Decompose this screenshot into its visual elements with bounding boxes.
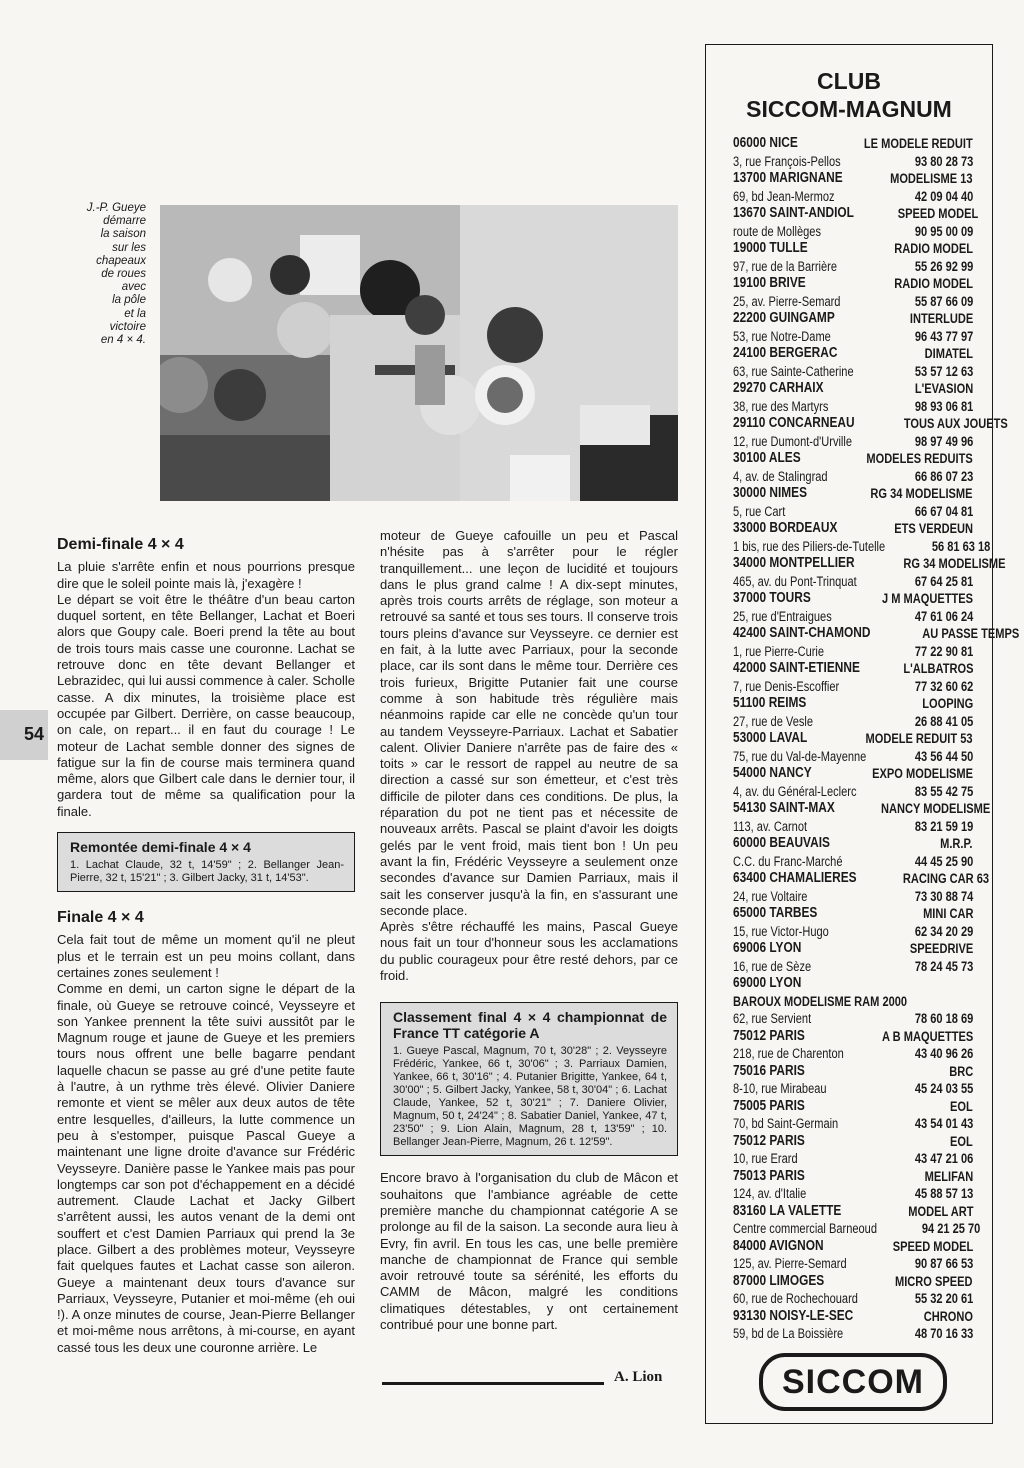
dealer-shop: MODELISME 13 — [890, 171, 973, 186]
dealer-address-row — [733, 188, 973, 206]
dealer-phone: 43 40 96 26 — [914, 1046, 973, 1061]
dealer-city-row — [733, 310, 973, 328]
dealer-address: BAROUX MODELISME RAM 2000 — [733, 993, 908, 1009]
dealer-address: 97, rue de la Barrière — [733, 258, 837, 274]
dealer-address-row — [733, 678, 973, 696]
dealer-city: 19100 BRIVE — [733, 275, 806, 291]
dealer-city-row — [733, 975, 973, 993]
dealer-phone: 83 55 42 75 — [914, 783, 973, 799]
dealer-city-row — [733, 660, 973, 678]
dealer-shop: L'EVASION — [914, 381, 973, 396]
section-heading-semifinal: Demi-finale 4 × 4 — [57, 536, 184, 553]
dealer-city-row — [733, 1273, 973, 1291]
dealer-address: 124, av. d'Italie — [733, 1186, 807, 1201]
dealer-address-row — [733, 503, 973, 521]
dealer-phone: 90 95 00 09 — [914, 223, 973, 239]
dealer-phone: 53 57 12 63 — [914, 363, 973, 379]
dealer-address-row — [733, 643, 973, 661]
dealer-city-row — [733, 1098, 973, 1116]
dealer-shop: MODELE REDUIT 53 — [865, 731, 973, 746]
dealer-city: 84000 AVIGNON — [733, 1237, 824, 1254]
dealer-address: Centre commercial Barneoud — [733, 1221, 877, 1236]
dealer-address: 70, bd Saint-Germain — [733, 1116, 839, 1131]
dealer-phone: 98 97 49 96 — [914, 433, 973, 449]
photo-caption: J.-P. Gueye démarre la saison sur les chapeaux de roues avec la pôle et la victoire en 4 × 4. — [86, 202, 146, 347]
dealer-shop: RG 34 MODELISME — [903, 556, 1006, 571]
club-title-line-1: CLUB — [817, 68, 881, 94]
page-number: 54 — [24, 724, 45, 744]
dealer-city-row — [733, 870, 989, 888]
dealer-city-row — [733, 1238, 973, 1256]
dealer-city: 51100 REIMS — [733, 695, 807, 711]
dealer-phone: 42 09 04 40 — [914, 188, 973, 204]
dealer-city-row — [733, 1063, 973, 1081]
dealer-city: 75005 PARIS — [733, 1097, 805, 1114]
dealer-address: 465, av. du Pont-Trinquat — [733, 573, 857, 589]
dealer-address-row — [733, 958, 973, 976]
dealer-address: 12, rue Dumont-d'Urville — [733, 433, 853, 449]
dealer-address-row — [733, 888, 973, 906]
dealer-phone: 43 56 44 50 — [914, 748, 973, 764]
dealer-city: 13670 SAINT-ANDIOL — [733, 205, 854, 221]
dealer-address: 4, av. de Stalingrad — [733, 468, 828, 484]
dealer-city-row — [733, 485, 973, 503]
dealer-address-row — [733, 468, 973, 486]
dealer-city-row — [733, 1203, 973, 1221]
dealer-city-row — [733, 135, 973, 153]
dealer-phone: 44 45 25 90 — [914, 853, 973, 869]
siccom-logo: SICCOM — [759, 1353, 947, 1411]
dealer-shop: SPEED MODEL — [892, 1238, 973, 1254]
article-column-1 — [57, 537, 355, 1356]
dealer-city: 69000 LYON — [733, 975, 802, 991]
race-photo — [160, 205, 678, 501]
dealer-phone: 45 88 57 13 — [914, 1186, 973, 1201]
dealer-city: 63400 CHAMALIERES — [733, 870, 857, 886]
club-title — [706, 67, 992, 123]
dealer-address-row — [733, 258, 973, 276]
dealer-city-row — [733, 1168, 973, 1186]
dealer-city-row — [733, 905, 973, 923]
dealer-address-row — [733, 573, 973, 591]
dealer-address-row — [733, 1220, 980, 1238]
dealer-address: 63, rue Sainte-Catherine — [733, 363, 854, 379]
dealer-city: 83160 LA VALETTE — [733, 1202, 842, 1219]
dealer-address-row — [733, 433, 973, 451]
dealer-city-row — [733, 765, 973, 783]
dealer-address-row — [733, 608, 973, 626]
dealer-city-row — [733, 380, 973, 398]
article-column-2 — [380, 528, 678, 1333]
paragraph: Cela fait tout de même un moment qu'il ne pleut plus et le terrain est un peu moins collant, dans certaines zones seulement ! — [57, 932, 355, 980]
dealer-shop: MODEL ART — [907, 1203, 973, 1219]
dealer-city: 33000 BORDEAUX — [733, 520, 838, 536]
dealer-address-row — [733, 328, 973, 346]
dealer-city-row — [733, 800, 991, 818]
dealer-address: route de Mollèges — [733, 223, 822, 239]
dealer-city: 06000 NICE — [733, 135, 798, 151]
dealer-address: 53, rue Notre-Dame — [733, 328, 831, 344]
dealer-city: 93130 NOISY-LE-SEC — [733, 1307, 854, 1324]
results-box-text: 1. Lachat Claude, 32 t, 14'59" ; 2. Bellanger Jean-Pierre, 32 t, 15'21" ; 3. Gilbert Jacky, 31 t, 14'53". — [70, 859, 344, 885]
dealer-shop: M.R.P. — [940, 836, 973, 851]
paragraph: La pluie s'arrête enfin et nous pourrions presque dire que le soleil pointe mais là, j'exagère ! — [57, 559, 355, 591]
dealer-address: C.C. du Franc-Marché — [733, 853, 843, 869]
dealer-city: 54130 SAINT-MAX — [733, 800, 835, 816]
dealer-address: 38, rue des Martyrs — [733, 398, 829, 414]
dealer-phone: 55 32 20 61 — [914, 1291, 973, 1306]
dealer-city: 75012 PARIS — [733, 1027, 805, 1044]
section-heading-final: Finale 4 × 4 — [57, 909, 144, 927]
dealer-address: 62, rue Servient — [733, 1011, 812, 1026]
dealer-shop: TOUS AUX JOUETS — [904, 416, 1009, 431]
dealer-city: 65000 TARBES — [733, 905, 818, 921]
dealer-address-row — [733, 223, 973, 241]
dealer-phone: 83 21 59 19 — [914, 818, 973, 834]
dealer-address-row — [733, 1150, 973, 1168]
dealer-address: 113, av. Carnot — [733, 818, 808, 834]
dealer-shop: EXPO MODELISME — [872, 766, 973, 781]
dealer-address: 25, av. Pierre-Semard — [733, 293, 841, 309]
dealer-city-row — [733, 1133, 973, 1151]
dealer-city: 69006 LYON — [733, 940, 802, 956]
dealer-address: 1 bis, rue des Piliers-de-Tutelle — [733, 538, 886, 554]
dealer-phone: 98 93 06 81 — [914, 398, 973, 414]
dealer-phone: 77 22 90 81 — [914, 643, 973, 659]
dealer-city-row — [733, 240, 973, 258]
dealer-phone: 78 60 18 69 — [914, 1011, 973, 1026]
dealer-address: 27, rue de Vesle — [733, 713, 814, 729]
dealer-address-row — [733, 1255, 973, 1273]
author-signature: A. Lion — [614, 1369, 663, 1385]
dealer-phone: 90 87 66 53 — [914, 1256, 973, 1271]
dealer-city: 30000 NIMES — [733, 485, 808, 501]
dealer-address: 60, rue de Rochechouard — [733, 1291, 858, 1306]
dealer-address-row — [733, 1290, 973, 1308]
club-dealer-list — [705, 44, 1019, 1424]
dealer-shop: RACING CAR 63 — [902, 871, 989, 886]
dealer-address: 24, rue Voltaire — [733, 888, 808, 904]
dealer-city-row — [733, 695, 973, 713]
dealer-address-row — [733, 1080, 973, 1098]
paragraph: Comme en demi, un carton signe le départ de la finale, où Gueye se retrouve coincé, Veysseyre et son Yankee prennent la tête suivi aussitôt par le Magnum rouge et jaune de Gueye et les premiers tours nous offrent une belle bagarre pendant laquelle chacun se passe au gré d'une petite faute à l'autre, à un rythme très élevé. Olivier Daniere remonte et vient se mêler aux deux autos de tête entre lesquelles, d'ailleurs, la lutte commence un peu à s'estomper, puisque Pascal Gueye a maintenant une ligne droite d'avance sur Frédéric Veysseyre. Danière passe le Yankee mais pas pour longtemps car son pot d'échappement en a décidé autrement. Claude Lachat et Jacky Gilbert s'arrêtent aussi, les autos venant de la demi ont souffert et c'est Damien Parriaux qui prend la 3e place. Gilbert a des problèmes moteur, Veysseyre fait quelques fautes et Lachat casse son aileron. Gueye a maintenant deux tours d'avance sur Parriaux, Veysseyre, Putanier et moi-même (eh oui !). A onze minutes de course, Jean-Pierre Bellanger et moi-même nous arrêtons, à mi-course, en ayant cassé tous les deux une couronne arrière. Le — [57, 981, 355, 1355]
dealer-city: 54000 NANCY — [733, 765, 812, 781]
dealer-address-row — [733, 1185, 973, 1203]
dealer-address-row — [733, 783, 973, 801]
club-title-line-2: SICCOM-MAGNUM — [746, 96, 952, 122]
dealer-shop: L'ALBATROS — [903, 661, 974, 676]
dealer-city-row — [733, 1028, 973, 1046]
dealer-address-row — [733, 993, 973, 1011]
dealer-address: 218, rue de Charenton — [733, 1046, 844, 1061]
dealer-phone: 93 80 28 73 — [914, 153, 973, 169]
dealer-address-row — [733, 398, 973, 416]
dealer-city: 53000 LAVAL — [733, 730, 808, 746]
dealers-list — [733, 135, 1019, 1343]
dealer-shop: DIMATEL — [924, 346, 973, 361]
dealer-shop: AU PASSE TEMPS — [921, 626, 1019, 641]
dealer-shop: EOL — [950, 1098, 973, 1114]
dealer-phone: 45 24 03 55 — [914, 1081, 973, 1096]
dealer-city: 24100 BERGERAC — [733, 345, 838, 361]
signature-rule — [382, 1382, 604, 1385]
dealer-city: 19000 TULLE — [733, 240, 808, 256]
dealer-city: 22200 GUINGAMP — [733, 310, 835, 326]
dealer-phone: 96 43 77 97 — [914, 328, 973, 344]
dealer-city-row — [733, 730, 973, 748]
dealer-shop: SPEED MODEL — [898, 206, 979, 221]
dealer-phone: 66 67 04 81 — [914, 503, 973, 519]
dealer-city-row — [733, 555, 1006, 573]
dealer-address-row — [733, 538, 990, 556]
dealer-shop: EOL — [950, 1133, 973, 1149]
dealer-city-row — [733, 275, 973, 293]
dealer-phone: 43 54 01 43 — [914, 1116, 973, 1131]
paragraph: moteur de Gueye cafouille un peu et Pascal n'hésite pas à s'arrêter pour le régler tranquillement... une leçon de lucidité et toujours dans le plus grand calme ! A dix-sept minutes, après trois courts arrêts de réglage, son moteur a retrouvé sa santé et tous ses tours. Il conserve trois tours pleins d'avance sur Veysseyre. ce dernier est en fait, à la lutte avec Parriaux, pour la seconde place, car ils sont dans le même tour. Derrière ces trois furieux, Brigitte Putanier fait une course comme à son habitude très régulière mais néanmoins rapide car elle ne concède qu'un tour au tandem Veysseyre-Parriaux. Lachat et Sabatier calent. Olivier Daniere n'arrête pas de faire des « toits » car le ressort de rappel au neutre de sa direction a cassé sur son émetteur, et c'est très difficile de piloter dans ces conditions. De plus, la réparation du pot ne tient pas et nécessite de nouveaux arrêts. Pascal se plaint d'avoir les doigts gelés par le vent froid, mais tient bon ! Un peu avant la fin, Frédéric Veysseyre a seulement onze secondes d'avance sur Damien Parriaux, mais il sait les conserver jusqu'à la fin, en s'assurant une seconde place. — [380, 528, 678, 918]
dealer-city: 87000 LIMOGES — [733, 1272, 825, 1289]
dealer-address-row — [733, 1010, 973, 1028]
dealer-phone: 66 86 07 23 — [914, 468, 973, 484]
dealer-address: 59, bd de La Boissière — [733, 1326, 844, 1341]
dealer-address-row — [733, 363, 973, 381]
dealer-city-row — [733, 415, 1009, 433]
dealer-shop: MICRO SPEED — [895, 1273, 973, 1289]
dealer-city: 30100 ALES — [733, 450, 801, 466]
dealer-city: 75016 PARIS — [733, 1062, 805, 1079]
dealer-address: 5, rue Cart — [733, 503, 786, 519]
dealer-address-row — [733, 923, 973, 941]
dealer-address: 125, av. Pierre-Semard — [733, 1256, 847, 1271]
dealer-city: 29110 CONCARNEAU — [733, 415, 855, 431]
dealer-phone: 62 34 20 29 — [914, 923, 973, 939]
dealer-address-row — [733, 293, 973, 311]
dealer-address: 7, rue Denis-Escoffier — [733, 678, 840, 694]
dealer-city-row — [733, 345, 973, 363]
dealer-address-row — [733, 1325, 973, 1343]
dealer-city-row — [733, 835, 973, 853]
dealer-city: 13700 MARIGNANE — [733, 170, 843, 186]
dealer-city: 75013 PARIS — [733, 1167, 805, 1184]
dealer-shop: RG 34 MODELISME — [870, 486, 973, 501]
dealer-shop: LOOPING — [921, 696, 973, 711]
dealer-shop: MELIFAN — [924, 1168, 973, 1184]
dealer-city-row — [733, 590, 973, 608]
dealer-address: 25, rue d'Entraigues — [733, 608, 832, 624]
dealer-city-row — [733, 450, 973, 468]
dealer-address: 1, rue Pierre-Curie — [733, 643, 825, 659]
dealer-phone: 56 81 63 18 — [931, 538, 990, 554]
dealer-phone: 67 64 25 81 — [914, 573, 973, 589]
dealer-address-row — [733, 153, 973, 171]
dealer-address: 16, rue de Sèze — [733, 958, 812, 974]
dealer-phone: 26 88 41 05 — [914, 713, 973, 729]
dealer-shop: SPEEDRIVE — [909, 941, 973, 956]
dealer-city-row — [733, 940, 973, 958]
paragraph: Le départ se voit être le théâtre d'un beau carton duquel sortent, en tête Bellanger, Lachat et Boeri alors que Goupy cale. Boeri prend la tête au bout de trois tours mais casse une couronne. Lachat se retrouve donc en tête devant Bellanger et Lebrazidec, qui lui aussi commence à caler. Scholle casse. A dix minutes, la troisième place est occupée par Gilbert. Derrière, on casse beaucoup, on cale, on repart... il en faut du courage ! Le moteur de Lachat semble donner des signes de fatigue sur la fin de course mais terminera quand même, alors que Gilbert cale dans le dernier tour, il gardera tout de même sa qualification pour la finale. — [57, 591, 355, 819]
dealer-city: 60000 BEAUVAIS — [733, 835, 830, 851]
dealer-shop: RADIO MODEL — [894, 276, 973, 291]
dealer-address-row — [733, 818, 973, 836]
dealer-shop: J M MAQUETTES — [881, 591, 973, 606]
dealer-city-row — [733, 625, 1019, 643]
dealer-shop: MODELES REDUITS — [866, 451, 973, 466]
dealer-city-row — [733, 170, 973, 188]
dealer-address-row — [733, 713, 973, 731]
dealer-address: 4, av. du Général-Leclerc — [733, 783, 857, 799]
dealer-address-row — [733, 853, 973, 871]
dealer-address-row — [733, 1045, 973, 1063]
dealer-phone: 47 61 06 24 — [914, 608, 973, 624]
dealer-phone: 55 87 66 09 — [914, 293, 973, 309]
dealer-city: 29270 CARHAIX — [733, 380, 824, 396]
dealer-shop: CHRONO — [923, 1308, 973, 1324]
dealer-address: 10, rue Erard — [733, 1151, 798, 1166]
paragraph: Après s'être réchauffé les mains, Pascal Gueye nous fait un tour d'honneur sous les acclamations du public courageux pour être resté dehors, par ce froid. — [380, 919, 678, 984]
dealer-shop: MINI CAR — [922, 906, 973, 921]
dealer-phone: 77 32 60 62 — [914, 678, 973, 694]
dealer-address: 69, bd Jean-Mermoz — [733, 188, 835, 204]
dealer-shop: INTERLUDE — [909, 311, 973, 326]
dealer-phone: 55 26 92 99 — [914, 258, 973, 274]
dealer-address: 15, rue Victor-Hugo — [733, 923, 829, 939]
dealer-city: 37000 TOURS — [733, 590, 811, 606]
dealer-shop: ETS VERDEUN — [894, 521, 973, 536]
dealer-shop: RADIO MODEL — [894, 241, 973, 256]
dealer-phone: 78 24 45 73 — [914, 958, 973, 974]
dealer-address: 8-10, rue Mirabeau — [733, 1081, 827, 1096]
dealer-address: 75, rue du Val-de-Mayenne — [733, 748, 867, 764]
results-box-title: Classement final 4 × 4 championnat de France TT catégorie A — [393, 1009, 667, 1042]
dealer-phone: 73 30 88 74 — [914, 888, 973, 904]
dealer-shop: NANCY MODELISME — [881, 801, 991, 816]
results-box-text: 1. Gueye Pascal, Magnum, 70 t, 30'28" ; 2. Veysseyre Frédéric, Yankee, 66 t, 30'06" ; 3. Parriaux Damien, Yankee, 66 t, 30'16" ; 4. Putanier Brigitte, Yankee, 64 t, 30'00" ; 5. Gilbert Jacky, Yankee, 58 t, 30'04" ; 6. Lachat Claude, Yankee, 52 t, 30'21" ; 7. Daniere Olivier, Magnum, 50 t, 24'24" ; 8. Sabatier Daniel, Yankee, 47 t, 23'50" ; 9. Lion Alain, Magnum, 28 t, 13'59" ; 10. Bellanger Jean-Pierre, Magnum, 26 t. 12'59". — [393, 1045, 667, 1149]
dealer-address-row — [733, 1115, 973, 1133]
dealer-city-row — [733, 1308, 973, 1326]
dealer-city: 75012 PARIS — [733, 1132, 805, 1149]
results-box-semifinal — [57, 832, 355, 892]
page-number-tab — [0, 710, 48, 760]
dealer-city: 42400 SAINT-CHAMOND — [733, 625, 871, 641]
dealer-shop: LE MODELE REDUIT — [864, 136, 973, 151]
dealer-phone: 94 21 25 70 — [921, 1221, 980, 1236]
results-box-title: Remontée demi-finale 4 × 4 — [70, 839, 251, 856]
dealer-city: 42000 SAINT-ETIENNE — [733, 660, 860, 676]
dealer-city-row — [733, 205, 979, 223]
dealer-address: 3, rue François-Pellos — [733, 153, 841, 169]
dealer-shop: BRC — [949, 1063, 973, 1079]
dealer-address-row — [733, 748, 973, 766]
closing-paragraph: Encore bravo à l'organisation du club de Mâcon et souhaitons que l'ambiance agréable de cette première manche du championnat catégorie A se prolonge au fil de la saison. La seconde aura lieu à Evry, fin avril. En tous les cas, une belle première manche de championnat de France qui semble avoir retrouvé toute sa sérénité, les efforts du CAMM de Mâcon, malgré les conditions climatiques détestables, y ont certainement contribué pour une bonne part. — [380, 1170, 678, 1332]
results-box-final — [380, 1002, 678, 1156]
dealer-city: 34000 MONTPELLIER — [733, 555, 855, 571]
dealer-city-row — [733, 520, 973, 538]
dealer-phone: 43 47 21 06 — [914, 1151, 973, 1166]
dealer-shop: A B MAQUETTES — [881, 1028, 973, 1044]
dealer-phone: 48 70 16 33 — [914, 1326, 973, 1341]
